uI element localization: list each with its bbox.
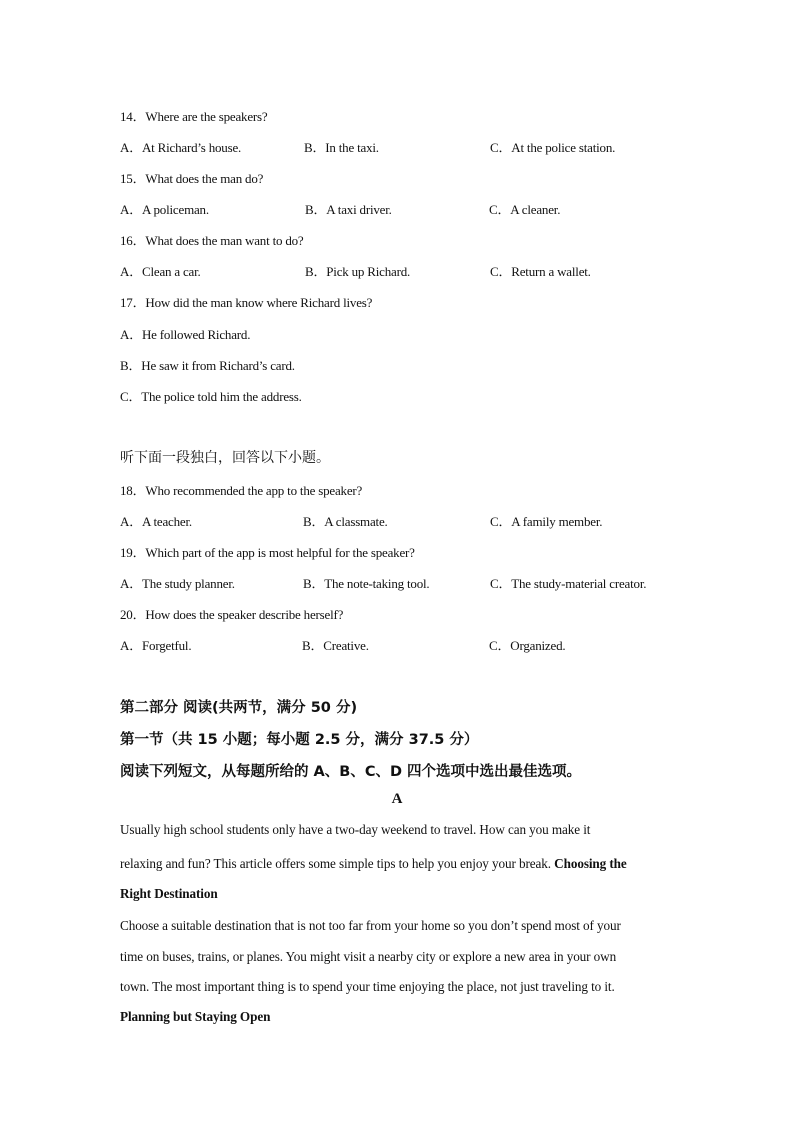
subheading-planning: Planning but Staying Open — [120, 1009, 271, 1024]
reading-part-title: 第二部分 阅读(共两节，满分 50 分) — [120, 700, 358, 716]
question-14-option-c: C．At the police station. — [490, 140, 616, 155]
question-17-option-c: C．The police told him the address. — [120, 389, 302, 404]
question-18-option-c: C．A family member. — [490, 514, 603, 529]
question-16-stem: 16．What does the man want to do? — [120, 233, 304, 248]
question-18-option-b: B．A classmate. — [303, 514, 388, 529]
subheading-choosing-destination: Choosing the — [554, 856, 627, 871]
monologue-instruction: 听下面一段独白，回答以下小题。 — [120, 450, 330, 466]
question-16-option-b: B．Pick up Richard. — [305, 264, 411, 279]
question-14-stem: 14．Where are the speakers? — [120, 109, 268, 124]
question-20-option-c: C．Organized. — [489, 638, 566, 653]
reading-instruction: 阅读下列短文，从每题所给的 A、B、C、D 四个选项中选出最佳选项。 — [120, 764, 582, 780]
reading-section-title: 第一节（共 15 小题；每小题 2.5 分，满分 37.5 分） — [120, 732, 479, 748]
passage-label: A — [391, 791, 403, 807]
question-15-option-c: C．A cleaner. — [489, 202, 561, 217]
question-15-option-a: A．A policeman. — [120, 202, 209, 217]
question-17-option-a: A．He followed Richard. — [120, 327, 251, 342]
question-18-option-a: A．A teacher. — [120, 514, 192, 529]
question-14-option-b: B．In the taxi. — [304, 140, 379, 155]
question-14-option-a: A．At Richard’s house. — [120, 140, 242, 155]
question-17-option-b: B．He saw it from Richard’s card. — [120, 358, 295, 373]
question-20-stem: 20．How does the speaker describe herself? — [120, 607, 344, 622]
question-20-option-a: A．Forgetful. — [120, 638, 192, 653]
passage-line: Choose a suitable destination that is not too far from your home so you don’t spend most of your — [120, 918, 621, 933]
passage-line: time on buses, trains, or planes. You might visit a nearby city or explore a new area in your own — [120, 949, 617, 964]
question-16-option-a: A．Clean a car. — [120, 264, 201, 279]
question-15-stem: 15．What does the man do? — [120, 171, 264, 186]
subheading-choosing-destination-cont: Right Destination — [120, 886, 218, 901]
question-19-option-c: C．The study-material creator. — [490, 576, 647, 591]
passage-text: relaxing and fun? This article offers some simple tips to help you enjoy your break. — [120, 856, 551, 871]
question-16-option-c: C．Return a wallet. — [490, 264, 591, 279]
question-17-stem: 17．How did the man know where Richard lives? — [120, 295, 373, 310]
question-19-stem: 19．Which part of the app is most helpful for the speaker? — [120, 545, 415, 560]
passage-line — [120, 856, 627, 872]
passage-line: Usually high school students only have a two-day weekend to travel. How can you make it — [120, 822, 591, 837]
question-19-option-b: B．The note-taking tool. — [303, 576, 430, 591]
question-19-option-a: A．The study planner. — [120, 576, 235, 591]
question-20-option-b: B．Creative. — [302, 638, 369, 653]
question-15-option-b: B．A taxi driver. — [305, 202, 392, 217]
question-18-stem: 18．Who recommended the app to the speaker? — [120, 483, 363, 498]
passage-line: town. The most important thing is to spend your time enjoying the place, not just traveling to it. — [120, 979, 615, 994]
